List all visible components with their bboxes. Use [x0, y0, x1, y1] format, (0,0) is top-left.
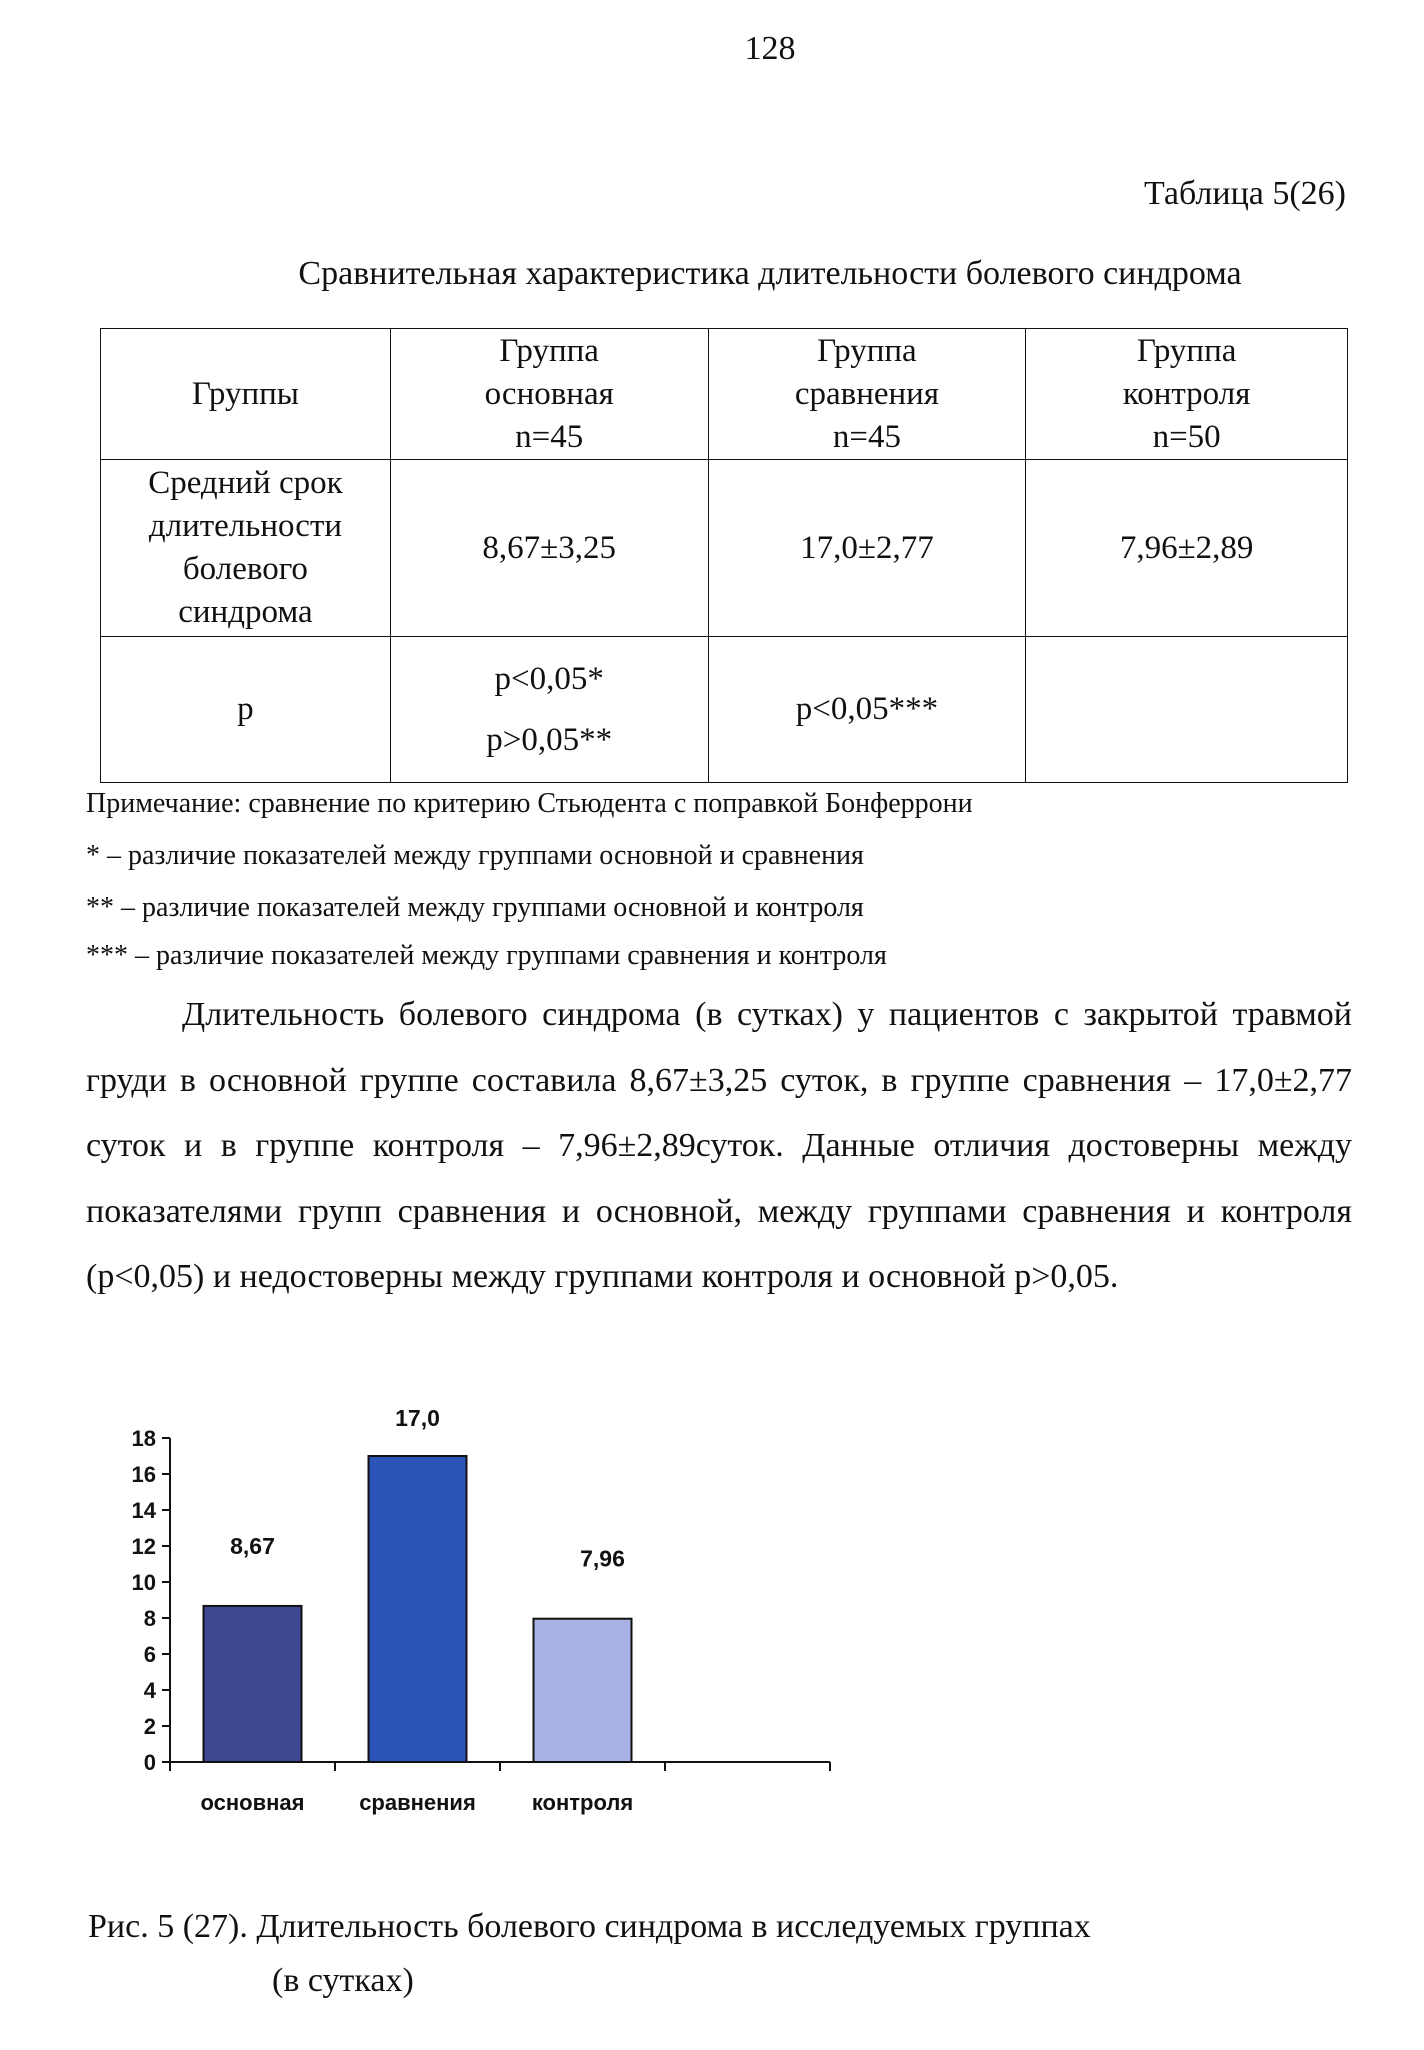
y-tick-label: 16 — [131, 1462, 156, 1487]
table-number: Таблица 5(26) — [1143, 175, 1346, 212]
y-tick-label: 12 — [131, 1534, 156, 1559]
header-groups: Группы — [101, 329, 391, 460]
x-category-label: контроля — [531, 1790, 634, 1815]
figure-caption: Рис. 5 (27). Длительность болевого синдрома в исследуемых группах — [88, 1908, 1091, 1945]
x-category-label: основная — [200, 1790, 305, 1815]
row-label-p: p — [101, 637, 391, 783]
y-tick-label: 10 — [131, 1570, 156, 1595]
cell-main-duration: 8,67±3,25 — [390, 460, 708, 637]
cell-comparison-p: p<0,05*** — [708, 637, 1026, 783]
data-label: 8,67 — [230, 1532, 275, 1559]
bar-chart — [100, 1400, 860, 1860]
table-header-row — [101, 329, 1348, 460]
bar-сравнения — [369, 1456, 467, 1762]
page-number: 128 — [744, 30, 796, 67]
cell-comparison-duration: 17,0±2,77 — [708, 460, 1026, 637]
figure-caption-units: (в сутках) — [272, 1962, 414, 1999]
header-main-group: Группа основная n=45 — [390, 329, 708, 460]
table-row — [101, 637, 1348, 783]
footnote-triple-star: *** – различие показателей между группами сравнения и контроля — [86, 940, 887, 971]
data-label: 7,96 — [580, 1545, 625, 1572]
header-comparison-group: Группа сравнения n=45 — [708, 329, 1026, 460]
y-tick-label: 0 — [143, 1750, 156, 1775]
y-tick-label: 18 — [131, 1426, 156, 1451]
bar-основная — [204, 1606, 302, 1762]
x-category-label: сравнения — [359, 1790, 476, 1815]
y-tick-label: 8 — [143, 1606, 156, 1631]
row-label-duration: Средний срок длительности болевого синдрома — [101, 460, 391, 637]
table-note: Примечание: сравнение по критерию Стьюдента с поправкой Бонферрони — [86, 788, 973, 819]
y-tick-label: 2 — [143, 1714, 156, 1739]
cell-main-p: p<0,05* p>0,05** — [390, 637, 708, 783]
table-row — [101, 460, 1348, 637]
header-control-group: Группа контроля n=50 — [1026, 329, 1348, 460]
y-tick-label: 4 — [143, 1678, 156, 1703]
table-title: Сравнительная характеристика длительности болевого синдрома — [298, 255, 1242, 292]
y-tick-label: 6 — [143, 1642, 156, 1667]
data-table — [100, 328, 1348, 783]
body-paragraph: Длительность болевого синдрома (в сутках) у пациентов с закрытой травмой груди в основной группе составила 8,67±3,25 суток, в группе сравнения – 17,0±2,77 суток и в группе контроля – 7,96±2,89суток. Данные отличия достоверны между показателями групп сравнения и основной, между группами сравнения и контроля (р<0,05) и недостоверны между группами контроля и основной р>0,05. — [86, 996, 1352, 1295]
cell-control-p — [1026, 637, 1348, 783]
footnote-double-star: ** – различие показателей между группами основной и контроля — [86, 892, 864, 923]
footnote-single-star: * – различие показателей между группами основной и сравнения — [86, 840, 864, 871]
data-label: 17,0 — [395, 1405, 440, 1431]
y-tick-label: 14 — [131, 1498, 156, 1523]
cell-control-duration: 7,96±2,89 — [1026, 460, 1348, 637]
bar-контроля — [534, 1619, 632, 1762]
